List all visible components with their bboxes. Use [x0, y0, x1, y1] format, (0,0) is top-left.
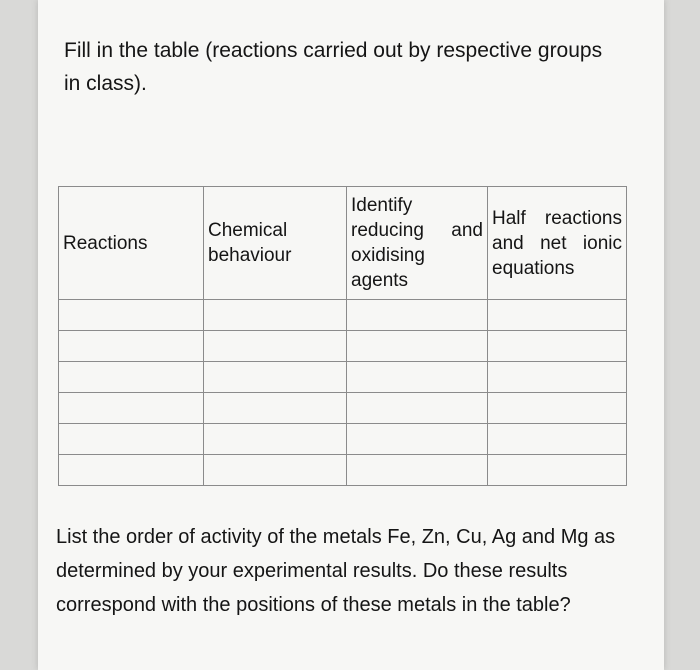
table-cell[interactable]	[347, 362, 488, 393]
table-row	[59, 455, 627, 486]
table-cell[interactable]	[488, 300, 627, 331]
table-cell[interactable]	[488, 331, 627, 362]
table-cell[interactable]	[347, 300, 488, 331]
activity-question: List the order of activity of the metals Fe, Zn, Cu, Ag and Mg as determined by your experimental results. Do these results correspond with the positions of these metals in the table?	[56, 526, 616, 616]
table-cell[interactable]	[488, 455, 627, 486]
instruction-text: Fill in the table (reactions carried out by respective groups in class).	[64, 39, 603, 95]
table-cell[interactable]	[488, 424, 627, 455]
reactions-table	[58, 186, 627, 486]
table-cell[interactable]	[59, 362, 204, 393]
table-cell[interactable]	[488, 362, 627, 393]
table-cell[interactable]	[347, 455, 488, 486]
table-cell[interactable]	[347, 393, 488, 424]
header-half-reactions: Half reactions and net ionic equations	[488, 187, 627, 300]
header-reactions: Reactions	[59, 187, 204, 300]
table-cell[interactable]	[488, 393, 627, 424]
table-cell[interactable]	[59, 424, 204, 455]
header-reducing-oxidising-agents: Identify reducing and oxidising agents	[347, 187, 488, 300]
table-cell[interactable]	[204, 362, 347, 393]
table-cell[interactable]	[347, 331, 488, 362]
table-cell[interactable]	[347, 424, 488, 455]
table-cell[interactable]	[59, 393, 204, 424]
table-cell[interactable]	[204, 331, 347, 362]
table-cell[interactable]	[204, 393, 347, 424]
table-row	[59, 393, 627, 424]
table-row	[59, 362, 627, 393]
header-chemical-behaviour: Chemical behaviour	[204, 187, 347, 300]
table-cell[interactable]	[59, 331, 204, 362]
table-header-row	[59, 187, 627, 300]
table-cell[interactable]	[59, 300, 204, 331]
table-cell[interactable]	[59, 455, 204, 486]
table-row	[59, 300, 627, 331]
table-cell[interactable]	[204, 300, 347, 331]
table-row	[59, 331, 627, 362]
table-cell[interactable]	[204, 455, 347, 486]
table-cell[interactable]	[204, 424, 347, 455]
table-row	[59, 424, 627, 455]
